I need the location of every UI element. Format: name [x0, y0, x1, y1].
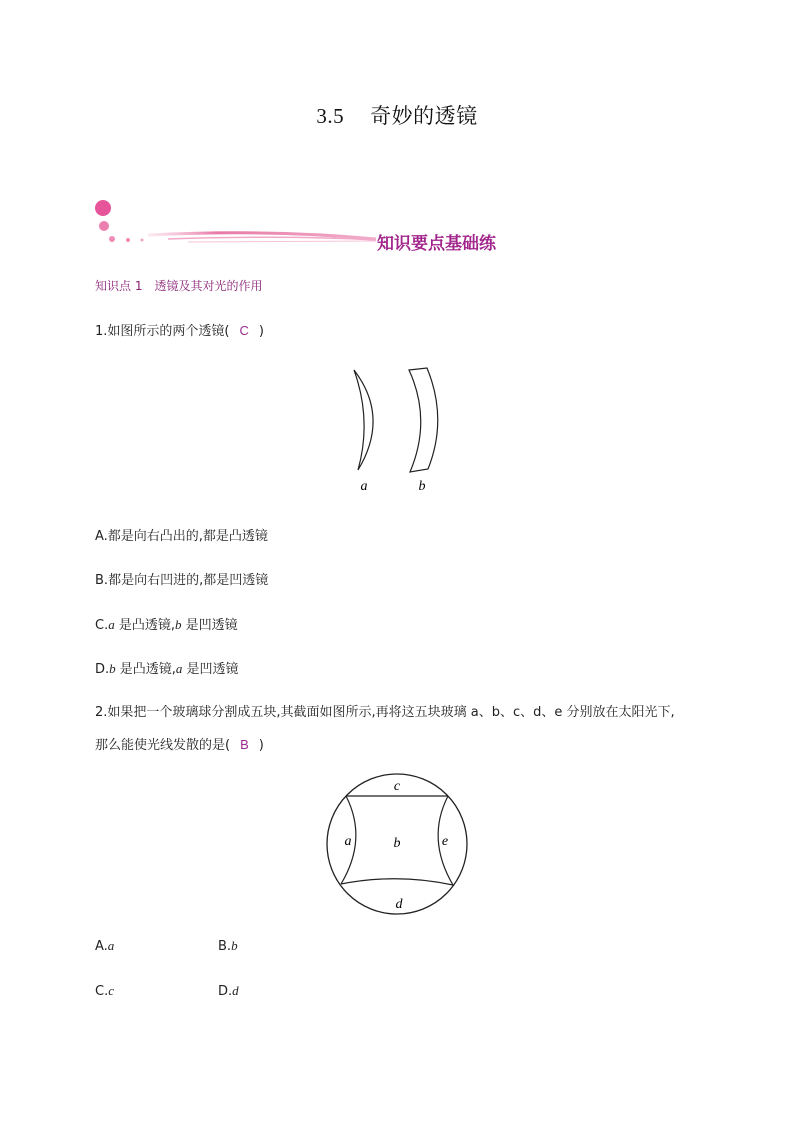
banner-dot-tiny-1: [126, 238, 130, 242]
question-2-answer: B: [240, 737, 249, 752]
lens-a-label: a: [360, 479, 368, 494]
knowledge-point-heading: [95, 277, 262, 294]
glass-sphere-figure: [326, 771, 468, 917]
piece-e-label: e: [441, 834, 449, 849]
lens-figure: [340, 362, 450, 497]
question-1-answer: C: [239, 323, 249, 338]
page-title: [0, 100, 794, 130]
q2-option-d[interactable]: D.d: [218, 983, 239, 999]
banner-swoosh-3: [188, 241, 376, 242]
q1-option-d[interactable]: D.b 是凸透镜,a 是凹透镜: [95, 661, 239, 677]
q2-option-c[interactable]: C.c: [95, 983, 114, 999]
lens-b: [409, 368, 438, 472]
piece-c-label: c: [393, 779, 401, 794]
banner-dot-small: [109, 236, 115, 242]
lens-b-label: b: [418, 479, 426, 494]
section-title: 奇妙的透镜: [370, 104, 478, 128]
lens-a: [354, 370, 373, 470]
section-number: 3.5: [316, 104, 345, 128]
question-2-text: 那么能使光线发散的是(: [95, 738, 231, 753]
question-1-close-paren: ): [258, 324, 264, 339]
piece-a-label: a: [344, 834, 352, 849]
question-2-close-paren: ): [258, 738, 264, 753]
q2-option-b[interactable]: B.b: [218, 938, 238, 954]
q2-option-a[interactable]: A.a: [95, 938, 115, 954]
piece-b-label: b: [393, 836, 401, 851]
banner-heading: 知识要点基础练: [377, 234, 496, 254]
question-1-stem: [95, 321, 264, 342]
knowledge-point-topic: 透镜及其对光的作用: [154, 279, 263, 293]
question-2-stem-line-2: [95, 735, 264, 756]
banner-dot-medium: [99, 221, 109, 231]
q1-option-a[interactable]: A.都是向右凸出的,都是凸透镜: [95, 529, 268, 544]
q1-option-b[interactable]: B.都是向右凹进的,都是凹透镜: [95, 573, 269, 588]
question-2-stem-line-1: 2.如果把一个玻璃球分割成五块,其截面如图所示,再将这五块玻璃 a、b、c、d、e 分别放在太阳光下,: [95, 705, 675, 720]
q1-option-c[interactable]: C.a 是凸透镜,b 是凹透镜: [95, 617, 238, 633]
banner-dot-large: [95, 200, 111, 216]
question-1-text: 1.如图所示的两个透镜(: [95, 324, 230, 339]
piece-d-label: d: [395, 897, 403, 912]
banner-dot-tiny-2: [141, 239, 144, 242]
knowledge-point-label: 知识点 1: [95, 279, 143, 293]
